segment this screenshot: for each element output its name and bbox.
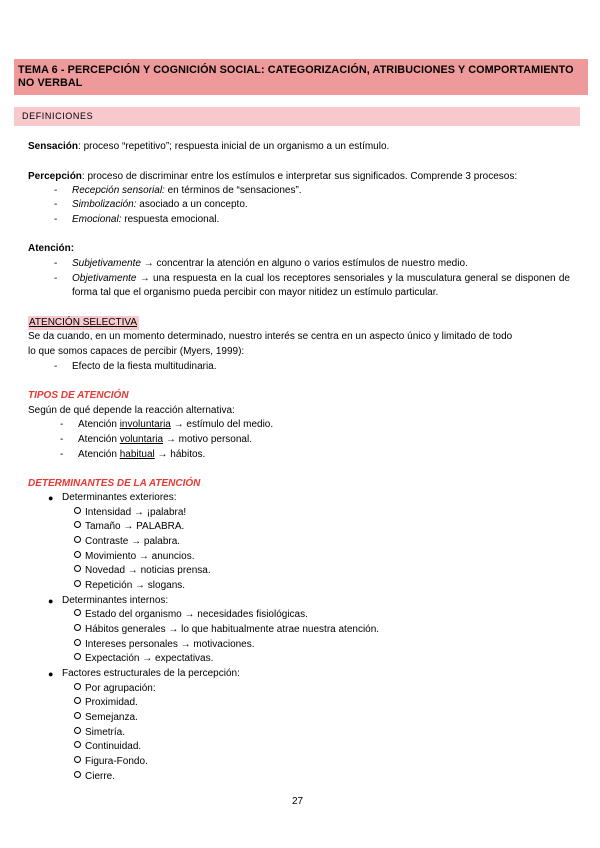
sub-item-text: Repetición → slogans. bbox=[85, 580, 186, 591]
selectiva-item: Efecto de la fiesta multitudinaria. bbox=[72, 361, 217, 372]
list-dash: - bbox=[54, 199, 58, 210]
percepcion-item bbox=[72, 184, 302, 198]
circle-bullet-icon bbox=[74, 712, 81, 719]
item-post: → motivo personal. bbox=[163, 434, 252, 445]
bullet-icon: ● bbox=[48, 493, 54, 503]
tipos-intro: Según de qué depende la reacción alternativa: bbox=[28, 405, 235, 416]
title-banner bbox=[14, 59, 588, 95]
sub-item-text: Contraste → palabra. bbox=[85, 536, 181, 547]
sub-item-text: Hábitos generales → lo que habitualmente atrae nuestra atención. bbox=[85, 624, 380, 635]
sub-item bbox=[74, 506, 186, 520]
item-term: Simbolización: bbox=[72, 199, 137, 210]
percepcion-text: : proceso de discriminar entre los estímulos e interpretar sus significados. Comprende 3 procesos: bbox=[81, 171, 518, 182]
sensacion-term: Sensación bbox=[28, 141, 79, 152]
circle-bullet-icon bbox=[74, 624, 81, 631]
list-dash: - bbox=[54, 258, 58, 269]
list-dash: - bbox=[54, 185, 58, 196]
item-underlined: involuntaria bbox=[119, 419, 171, 430]
group-label: Determinantes exteriores: bbox=[62, 492, 177, 503]
document-title: TEMA 6 - PERCEPCIÓN Y COGNICIÓN SOCIAL: CATEGORIZACIÓN, ATRIBUCIONES Y COMPORTAMIENTO NO VERBAL bbox=[18, 64, 574, 89]
definitions-banner bbox=[14, 107, 580, 126]
item-underlined: voluntaria bbox=[119, 434, 164, 445]
item-term: Objetivamente bbox=[72, 273, 137, 284]
sub-item bbox=[74, 608, 308, 622]
list-dash: - bbox=[54, 214, 58, 225]
item-underlined: habitual bbox=[119, 449, 155, 460]
sub-item bbox=[74, 535, 180, 549]
atencion-item bbox=[72, 257, 468, 271]
list-dash: - bbox=[60, 419, 64, 430]
circle-bullet-icon bbox=[74, 727, 81, 734]
group-bullet bbox=[48, 491, 177, 505]
circle-bullet-icon bbox=[74, 565, 81, 572]
sub-item bbox=[74, 682, 156, 696]
bullet-icon: ● bbox=[48, 669, 54, 679]
percepcion-item bbox=[72, 198, 248, 212]
sub-item bbox=[74, 623, 379, 637]
definitions-label: DEFINICIONES bbox=[22, 111, 94, 121]
tipos-item bbox=[78, 433, 252, 447]
circle-bullet-icon bbox=[74, 683, 81, 690]
sub-item-text: Figura-Fondo. bbox=[85, 756, 148, 767]
item-post: → estímulo del medio. bbox=[170, 419, 274, 430]
item-post: → hábitos. bbox=[154, 449, 206, 460]
sub-item-text: Expectación → expectativas. bbox=[85, 653, 214, 664]
sub-item bbox=[74, 520, 184, 534]
item-term: Subjetivamente bbox=[72, 258, 141, 269]
item-text: → una respuesta en la cual los receptores sensoriales y la musculatura general se disponen de forma tal que el organismo pueda percibir con mayor nitidez un estímulo particular. bbox=[72, 273, 570, 298]
tipos-item bbox=[78, 448, 205, 462]
circle-bullet-icon bbox=[74, 756, 81, 763]
item-term: Emocional: bbox=[72, 214, 122, 225]
group-bullet bbox=[48, 667, 240, 681]
sub-item bbox=[74, 711, 138, 725]
list-dash: - bbox=[54, 273, 58, 284]
circle-bullet-icon bbox=[74, 507, 81, 514]
sub-item-text: Movimiento → anuncios. bbox=[85, 551, 195, 562]
sensacion-text: : proceso “repetitivo”; respuesta inicial de un organismo a un estímulo. bbox=[78, 141, 390, 152]
list-dash: - bbox=[60, 449, 64, 460]
circle-bullet-icon bbox=[74, 536, 81, 543]
sub-item bbox=[74, 755, 148, 769]
list-dash: - bbox=[54, 361, 58, 372]
sub-item-text: Proximidad. bbox=[85, 697, 138, 708]
atencion-line bbox=[28, 242, 74, 256]
sub-item-text: Por agrupación: bbox=[85, 683, 156, 694]
item-text: asociado a un concepto. bbox=[136, 199, 248, 210]
sub-item bbox=[74, 740, 141, 754]
item-pre: Atención bbox=[78, 449, 120, 460]
sub-item bbox=[74, 579, 185, 593]
circle-bullet-icon bbox=[74, 551, 81, 558]
list-dash: - bbox=[60, 434, 64, 445]
sub-item bbox=[74, 550, 195, 564]
sub-item-text: Novedad → noticias prensa. bbox=[85, 565, 211, 576]
percepcion-line bbox=[28, 170, 517, 184]
sub-item bbox=[74, 652, 213, 666]
sub-item bbox=[74, 696, 138, 710]
tipos-heading: TIPOS DE ATENCIÓN bbox=[28, 390, 129, 401]
item-text: → concentrar la atención en alguno o varios estímulos de nuestro medio. bbox=[140, 258, 468, 269]
percepcion-term: Percepción bbox=[28, 171, 82, 182]
determinantes-heading: DETERMINANTES DE LA ATENCIÓN bbox=[28, 478, 201, 489]
circle-bullet-icon bbox=[74, 771, 81, 778]
item-pre: Atención bbox=[78, 419, 120, 430]
sensacion-line bbox=[28, 140, 389, 154]
selectiva-line2: lo que somos capaces de percibir (Myers, 1999): bbox=[28, 346, 245, 357]
circle-bullet-icon bbox=[74, 639, 81, 646]
tipos-item bbox=[78, 418, 273, 432]
circle-bullet-icon bbox=[74, 580, 81, 587]
group-bullet bbox=[48, 594, 169, 608]
sub-item-text: Simetría. bbox=[85, 727, 126, 738]
sub-item-text: Semejanza. bbox=[85, 712, 138, 723]
page-number: 27 bbox=[292, 796, 304, 807]
atencion-item bbox=[72, 272, 570, 300]
atencion-term: Atención: bbox=[28, 243, 75, 254]
sub-item bbox=[74, 564, 211, 578]
item-text: en términos de “sensaciones”. bbox=[164, 185, 302, 196]
group-label: Factores estructurales de la percepción: bbox=[62, 668, 240, 679]
sub-item-text: Tamaño → PALABRA. bbox=[85, 521, 185, 532]
selectiva-line1: Se da cuando, en un momento determinado, nuestro interés se centra en un aspecto único y limitado de todo bbox=[28, 331, 513, 342]
circle-bullet-icon bbox=[74, 697, 81, 704]
item-pre: Atención bbox=[78, 434, 120, 445]
sub-item-text: Intensidad → ¡palabra! bbox=[85, 507, 187, 518]
sub-item-text: Intereses personales → motivaciones. bbox=[85, 639, 255, 650]
item-text: respuesta emocional. bbox=[121, 214, 220, 225]
sub-item-text: Continuidad. bbox=[85, 741, 142, 752]
circle-bullet-icon bbox=[74, 609, 81, 616]
circle-bullet-icon bbox=[74, 741, 81, 748]
sub-item bbox=[74, 726, 125, 740]
bullet-icon: ● bbox=[48, 596, 54, 606]
sub-item-text: Estado del organismo → necesidades fisiológicas. bbox=[85, 609, 308, 620]
circle-bullet-icon bbox=[74, 521, 81, 528]
selectiva-heading: ATENCIÓN SELECTIVA bbox=[29, 317, 137, 328]
sub-item bbox=[74, 770, 115, 784]
group-label: Determinantes internos: bbox=[62, 595, 169, 606]
item-term: Recepción sensorial: bbox=[72, 185, 165, 196]
circle-bullet-icon bbox=[74, 653, 81, 660]
percepcion-item bbox=[72, 213, 219, 227]
sub-item bbox=[74, 638, 255, 652]
sub-item-text: Cierre. bbox=[85, 771, 116, 782]
